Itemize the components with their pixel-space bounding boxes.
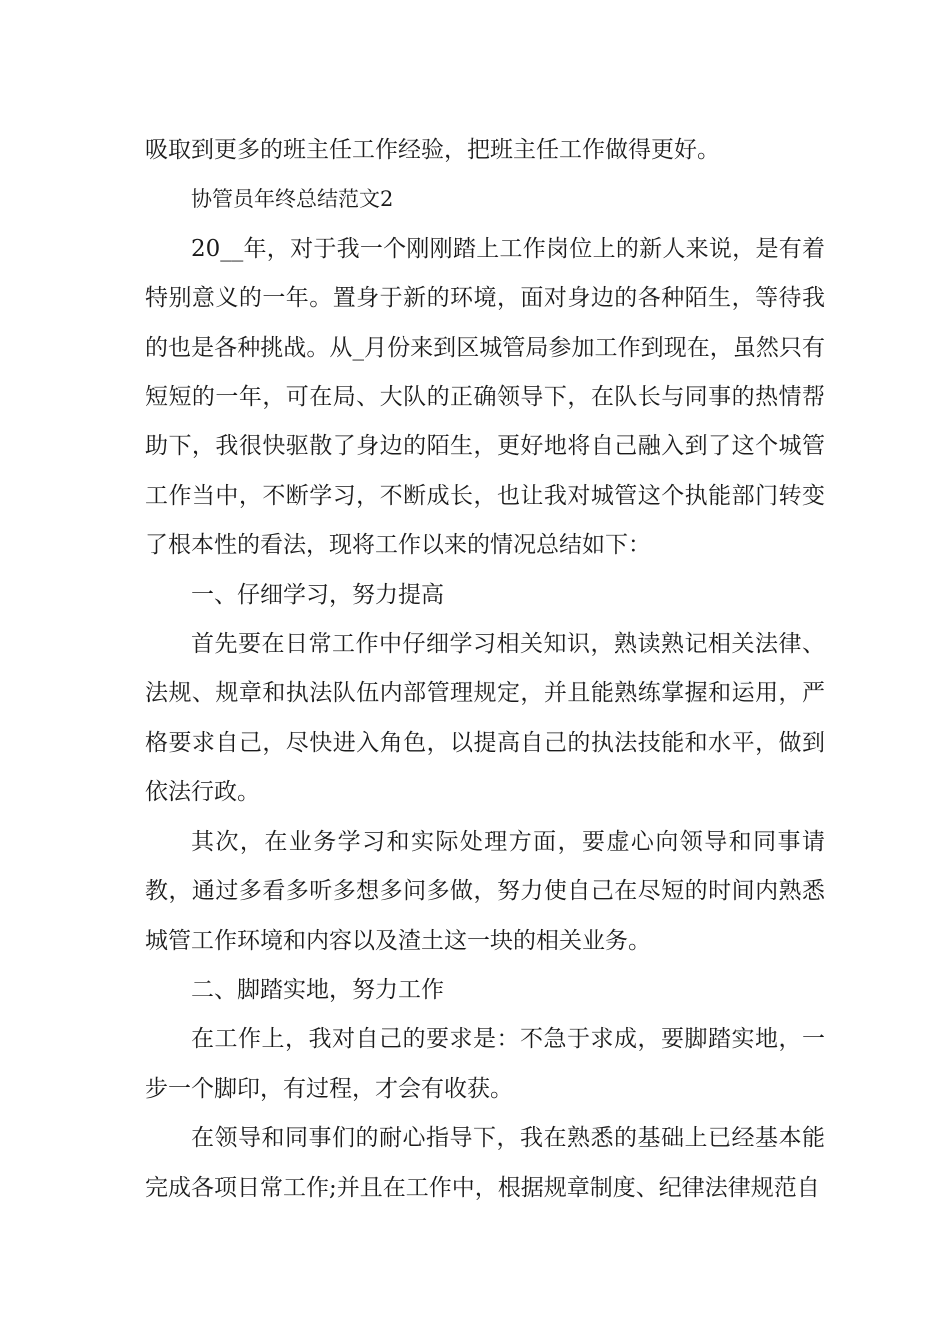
section-heading-2: 二、脚踏实地，努力工作 bbox=[191, 976, 444, 1003]
section-title: 协管员年终总结范文2 bbox=[191, 187, 394, 212]
paragraph-intro: 20__年，对于我一个刚刚踏上工作岗位上的新人来说，是有着特别意义的一年。置身于新的环境，面对身边的各种陌生，等待我的也是各种挑战。从_月份来到区城管局参加工作到现在，虽然只有短短的一年，可在局、大队的正确领导下，在队长与同事的热情帮助下，我很快驱散了身边的陌生，更好地将自己融入到了这个城管工作当中，不断学习，不断成长，也让我对城管这个执能部门转变了根本性的看法，现将工作以来的情况总结如下： bbox=[145, 235, 825, 559]
section-heading-1: 一、仔细学习，努力提高 bbox=[191, 581, 444, 608]
paragraph-work-progress: 在领导和同事们的耐心指导下，我在熟悉的基础上已经基本能完成各项日常工作;并且在工作中，根据规章制度、纪律法律规范自 bbox=[145, 1125, 825, 1201]
document-body bbox=[145, 126, 825, 1213]
paragraph-study-second: 其次，在业务学习和实际处理方面，要虚心向领导和同事请教，通过多看多听多想多问多做，努力使自己在尽短的时间内熟悉城管工作环境和内容以及渣土这一块的相关业务。 bbox=[145, 828, 825, 954]
paragraph-continuation: 吸取到更多的班主任工作经验，把班主任工作做得更好。 bbox=[145, 137, 720, 163]
paragraph-work-attitude: 在工作上，我对自己的要求是：不急于求成，要脚踏实地，一步一个脚印，有过程，才会有收获。 bbox=[145, 1026, 825, 1102]
paragraph-study-first: 首先要在日常工作中仔细学习相关知识，熟读熟记相关法律、法规、规章和执法队伍内部管理规定，并且能熟练掌握和运用，严格要求自己，尽快进入角色，以提高自己的执法技能和水平，做到依法行政。 bbox=[145, 631, 825, 806]
